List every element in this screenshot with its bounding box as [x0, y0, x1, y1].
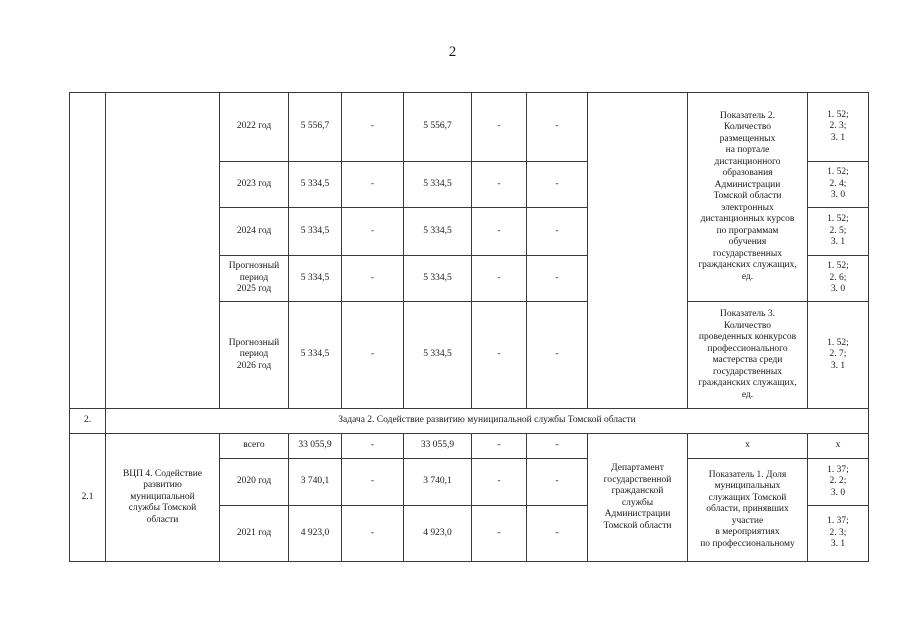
code-cell — [808, 459, 869, 506]
executor-line: гражданской — [611, 486, 664, 496]
indicator-cell: х — [688, 434, 808, 459]
period-label: 2023 год — [236, 178, 272, 189]
indicator-2-line: образования — [722, 168, 773, 179]
local-cell: - — [472, 93, 527, 162]
indicator-2-line: государственных — [712, 248, 782, 259]
indicator-2-line: Количество — [723, 122, 772, 133]
code-cell — [808, 434, 869, 459]
executor-line: службы — [621, 497, 654, 508]
executor-line: государственной — [603, 474, 672, 485]
federal-cell: - — [342, 208, 404, 256]
activity-name-line: муниципальной — [130, 491, 195, 502]
executor-cell — [588, 434, 688, 562]
indicator-2-line: ед. — [741, 271, 754, 282]
executor-line: Томской области — [603, 520, 672, 531]
program-table — [69, 92, 869, 562]
indicator-3-line: профессионального — [707, 343, 788, 354]
indicator-2-line: дистанционных курсов — [700, 214, 795, 225]
period-cell — [220, 208, 289, 256]
code-line: 2. 4; — [829, 178, 847, 189]
indicator-1-line: муниципальных — [714, 481, 781, 492]
total-cell: 5 556,7 — [289, 93, 342, 162]
total-cell: 5 334,5 — [289, 162, 342, 208]
local-cell: - — [472, 208, 527, 256]
local-cell: - — [472, 459, 527, 506]
code-line: 3. 0 — [830, 284, 846, 295]
extrabudget-cell: - — [527, 93, 588, 162]
period-label: 2022 год — [236, 121, 272, 132]
code-cell — [808, 506, 869, 562]
period-label: период — [239, 349, 269, 360]
task-row — [70, 409, 869, 434]
code-line: 1. 52; — [827, 261, 849, 272]
executor-line: Департамент — [611, 463, 664, 473]
code-line: 1. 52; — [827, 167, 849, 178]
code-cell — [808, 208, 869, 256]
code-line: 1. 52; — [827, 214, 849, 225]
period-label: Прогнозный — [228, 261, 280, 272]
activity-name-cell — [106, 434, 220, 562]
executor-line: Администрации — [604, 509, 671, 519]
activity-name-line: области — [146, 514, 179, 525]
total-cell: 4 923,0 — [289, 506, 342, 562]
indicator-2-line: размещенных — [719, 133, 776, 144]
indicator-3-line: ед. — [741, 389, 754, 400]
table-row — [70, 434, 869, 459]
indicator-3-line: Количество — [723, 320, 772, 331]
indicator-2-line: Томской области — [713, 191, 782, 202]
total-cell: 3 740,1 — [289, 459, 342, 506]
extrabudget-cell: - — [527, 208, 588, 256]
federal-cell: - — [342, 93, 404, 162]
page-number: 2 — [448, 44, 457, 60]
regional-cell: 5 334,5 — [404, 162, 472, 208]
code-line: 3. 1 — [830, 539, 846, 550]
activity-name-line: развитию — [143, 480, 182, 491]
activity-name-line: ВЦП 4. Содействие — [122, 468, 203, 479]
executor-cell — [588, 93, 688, 409]
regional-cell: 5 334,5 — [404, 302, 472, 409]
code-line: 1. 52; — [827, 337, 849, 348]
period-label: 2025 год — [236, 284, 272, 295]
local-cell: - — [472, 506, 527, 562]
local-cell: - — [472, 434, 527, 459]
indicator-3-line: гражданских служащих, — [698, 378, 797, 388]
indicator-2-line: на портале — [725, 145, 770, 156]
code-line: 2. 2; — [829, 476, 847, 487]
indicator-1-line: области, принявших — [706, 504, 789, 515]
federal-cell: - — [342, 162, 404, 208]
regional-cell: 3 740,1 — [404, 459, 472, 506]
regional-cell: 5 556,7 — [404, 93, 472, 162]
total-cell: 5 334,5 — [289, 256, 342, 302]
indicator-3-line: государственных — [712, 366, 782, 377]
code-line: 2. 3; — [829, 121, 847, 132]
indicator-2-line: гражданских служащих, — [698, 260, 797, 271]
regional-cell: 5 334,5 — [404, 256, 472, 302]
regional-cell: 4 923,0 — [404, 506, 472, 562]
period-label: 2026 год — [236, 360, 272, 371]
extrabudget-cell: - — [527, 162, 588, 208]
extrabudget-cell: - — [527, 459, 588, 506]
extrabudget-cell: - — [527, 256, 588, 302]
indicator-1-line: по профессиональному — [700, 538, 795, 549]
indicator-1-line: участие — [731, 515, 764, 526]
local-cell: - — [472, 256, 527, 302]
code-line: 3. 0 — [830, 487, 846, 498]
indicator-2-line: Показатель 2. — [720, 110, 775, 121]
regional-cell: 5 334,5 — [404, 208, 472, 256]
indicator-2-line: обучения — [728, 237, 767, 248]
indicator-1-line: Показатель 1. Доля — [708, 469, 787, 480]
federal-cell: - — [342, 434, 404, 459]
local-cell: - — [472, 302, 527, 409]
indicator-3-line: мастерства среди — [712, 355, 783, 365]
task-number: 2. — [70, 409, 106, 434]
period-label: 2024 год — [236, 225, 272, 236]
extrabudget-cell: - — [527, 506, 588, 562]
indicator-2-line: Администрации — [714, 179, 781, 190]
code-line: 2. 3; — [829, 527, 847, 538]
indicator-1-line: служащих Томской — [708, 492, 787, 503]
code-line: х — [835, 440, 841, 451]
extrabudget-cell: - — [527, 434, 588, 459]
federal-cell: - — [342, 506, 404, 562]
total-cell: 5 334,5 — [289, 208, 342, 256]
code-cell — [808, 93, 869, 162]
indicator-2-line: дистанционного — [714, 156, 781, 167]
indicator-3-line: проведенных конкурсов — [698, 332, 797, 342]
federal-cell: - — [342, 256, 404, 302]
indicator-2-cell — [688, 93, 808, 302]
code-cell — [808, 256, 869, 302]
indicator-2-line: электронных — [721, 202, 774, 213]
table-row — [70, 93, 869, 162]
indicator-2-line: по программам — [716, 225, 779, 236]
total-cell: 33 055,9 — [289, 434, 342, 459]
period-label: период — [239, 272, 269, 283]
code-line: 3. 1 — [830, 237, 846, 248]
code-line: 2. 7; — [829, 349, 847, 360]
period-cell — [220, 302, 289, 409]
code-line: 3. 1 — [830, 132, 846, 143]
extrabudget-cell: - — [527, 302, 588, 409]
code-line: 3. 0 — [830, 190, 846, 201]
period-cell — [220, 93, 289, 162]
period-cell: всего — [220, 434, 289, 459]
period-cell: 2020 год — [220, 459, 289, 506]
code-cell — [808, 162, 869, 208]
local-cell: - — [472, 162, 527, 208]
period-label: Прогнозный — [228, 337, 280, 348]
activity-name-line: службы Томской — [128, 503, 197, 514]
code-line: 1. 52; — [827, 109, 849, 120]
indicator-3-line: Показатель 3. — [720, 309, 775, 319]
period-cell — [220, 162, 289, 208]
row-number-cell: 2.1 — [70, 434, 106, 562]
indicator-1-line: в мероприятиях — [715, 527, 780, 538]
total-cell: 5 334,5 — [289, 302, 342, 409]
code-line: 3. 1 — [830, 360, 846, 371]
period-cell — [220, 256, 289, 302]
code-line: 1. 37; — [827, 464, 849, 475]
code-cell — [808, 302, 869, 409]
code-line: 2. 6; — [829, 272, 847, 283]
indicator-3-cell — [688, 302, 808, 409]
federal-cell: - — [342, 302, 404, 409]
task-title: Задача 2. Содействие развитию муниципальной службы Томской области — [106, 409, 869, 434]
code-line: 2. 5; — [829, 225, 847, 236]
indicator-1-cell — [688, 459, 808, 562]
code-line: 1. 37; — [827, 516, 849, 527]
federal-cell: - — [342, 459, 404, 506]
activity-name-cell — [106, 93, 220, 409]
period-cell: 2021 год — [220, 506, 289, 562]
row-number-cell — [70, 93, 106, 409]
regional-cell: 33 055,9 — [404, 434, 472, 459]
